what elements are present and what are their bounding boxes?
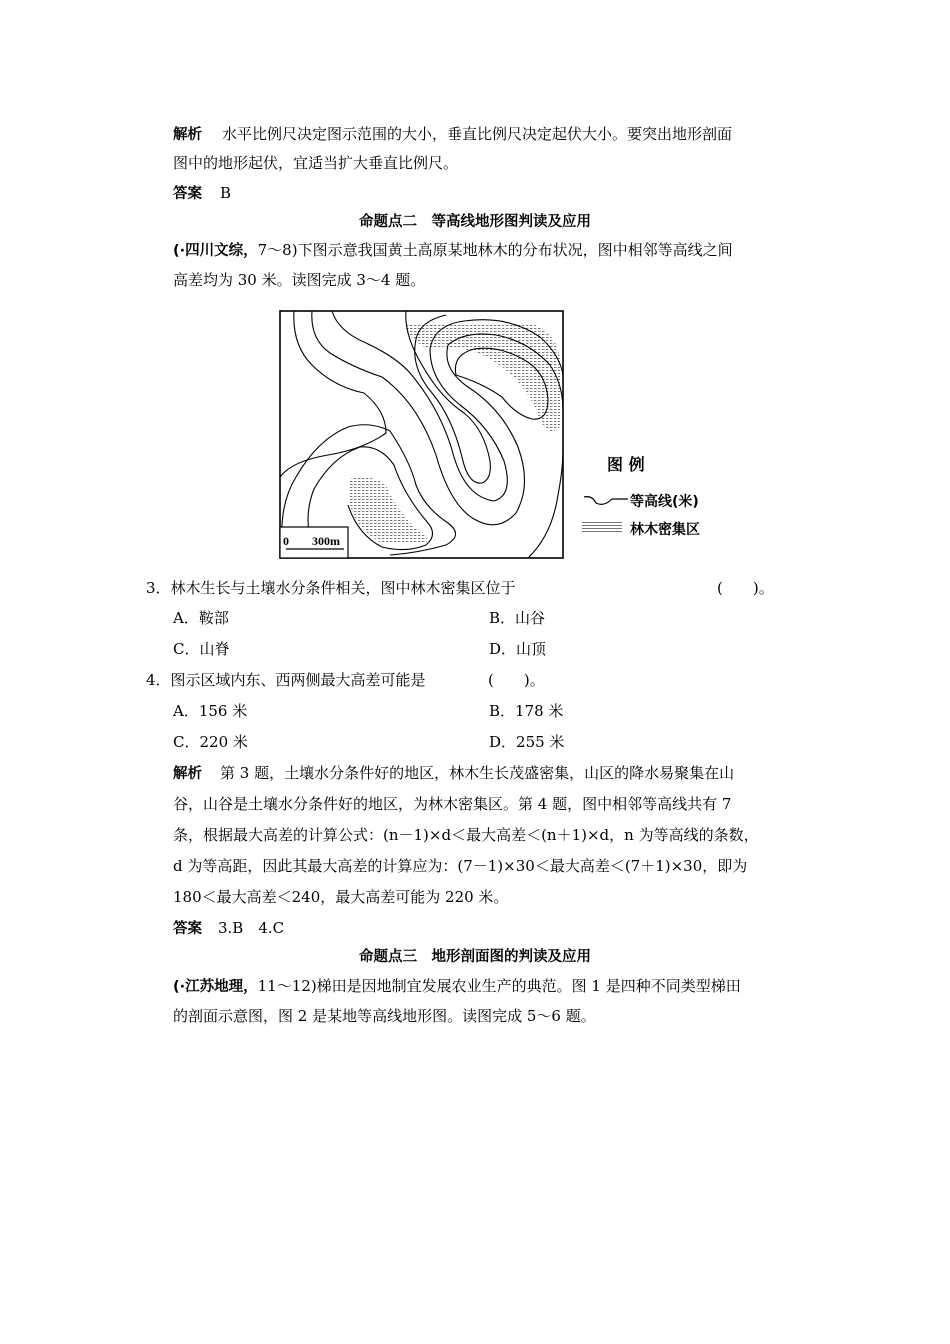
question-3-stem: 3．林木生长与土壤水分条件相关，图中林木密集区位于	[146, 579, 516, 597]
legend-forest-label: 林木密集区	[630, 522, 700, 538]
section-heading-3: 命题点三 地形剖面图的判读及应用	[359, 949, 591, 965]
analysis-2-line-2: 谷，山谷是土壤水分条件好的地区，为林木密集区。第 4 题，图中相邻等高线共有 7	[173, 795, 732, 813]
legend-title: 图 例	[607, 455, 645, 474]
answer-label: 答案	[173, 186, 202, 202]
analysis-2-line-4: d 为等高距，因此其最大高差的计算应为：(7－1)×30＜最大高差＜(7＋1)×30，即为	[173, 857, 748, 875]
analysis-line	[173, 124, 732, 145]
answer-line	[173, 183, 231, 204]
analysis-2-label: 解析	[173, 766, 202, 782]
question-4-option-c[interactable]: C．220 米	[173, 733, 248, 751]
source-3-line	[173, 976, 741, 997]
scale-zero: 0	[283, 534, 289, 548]
contour-legend-icon	[582, 491, 632, 511]
question-3-option-a[interactable]: A．鞍部	[173, 609, 229, 627]
forest-legend-icon	[582, 522, 622, 534]
contour-line-1	[280, 311, 386, 477]
source-text: 7～8)下图示意我国黄土高原某地林木的分布状况，图中相邻等高线之间	[257, 241, 733, 259]
section-heading-2: 命题点二 等高线地形图判读及应用	[359, 214, 591, 230]
source-label: (·四川文综，	[173, 243, 258, 259]
answer-value: B	[220, 184, 232, 202]
analysis-2-text-1: 第 3 题，土壤水分条件好的地区，林木生长茂盛密集，山区的降水易聚集在山	[220, 764, 735, 782]
analysis-text-2: 图中的地形起伏，宜适当扩大垂直比例尺。	[173, 154, 459, 172]
question-3-answer-blank: ( )。	[717, 579, 774, 597]
source-3-text-2: 的剖面示意图，图 2 是某地等高线地形图。读图完成 5～6 题。	[173, 1007, 596, 1025]
answer-2-label: 答案	[173, 921, 202, 937]
analysis-2-line-3: 条，根据最大高差的计算公式：(n－1)×d＜最大高差＜(n＋1)×d，n 为等高线的条数，	[173, 826, 759, 844]
question-3-option-d[interactable]: D．山顶	[489, 640, 547, 658]
answer-2-value: 3.B 4.C	[218, 919, 285, 937]
question-4-option-a[interactable]: A．156 米	[173, 702, 248, 720]
scale-distance: 300m	[312, 534, 340, 548]
question-3-option-b[interactable]: B．山谷	[489, 609, 546, 627]
source-3-label: (·江苏地理，	[173, 979, 258, 995]
contour-map	[278, 309, 568, 561]
source-line	[173, 240, 733, 261]
analysis-2-line-1	[173, 763, 734, 784]
analysis-label: 解析	[173, 127, 202, 143]
forest-area-southwest	[350, 477, 427, 543]
source-3-text: 11～12)梯田是因地制宜发展农业生产的典范。图 1 是四种不同类型梯田	[257, 977, 741, 995]
question-4-option-d[interactable]: D．255 米	[489, 733, 565, 751]
legend-contour-label: 等高线(米)	[630, 494, 699, 510]
question-4-stem: 4．图示区域内东、西两侧最大高差可能是	[146, 671, 426, 689]
contour-line-8	[528, 449, 563, 558]
analysis-2-line-5: 180＜最大高差＜240，最大高差可能为 220 米。	[173, 888, 509, 906]
answer-2-line	[173, 918, 284, 939]
forest-area-northeast	[404, 323, 560, 431]
question-4-answer-blank: ( )。	[488, 671, 545, 689]
source-text-2: 高差均为 30 米。读图完成 3～4 题。	[173, 271, 426, 289]
analysis-text: 水平比例尺决定图示范围的大小，垂直比例尺决定起伏大小。要突出地形剖面	[222, 125, 733, 143]
question-3-option-c[interactable]: C．山脊	[173, 640, 230, 658]
question-4-option-b[interactable]: B．178 米	[489, 702, 564, 720]
